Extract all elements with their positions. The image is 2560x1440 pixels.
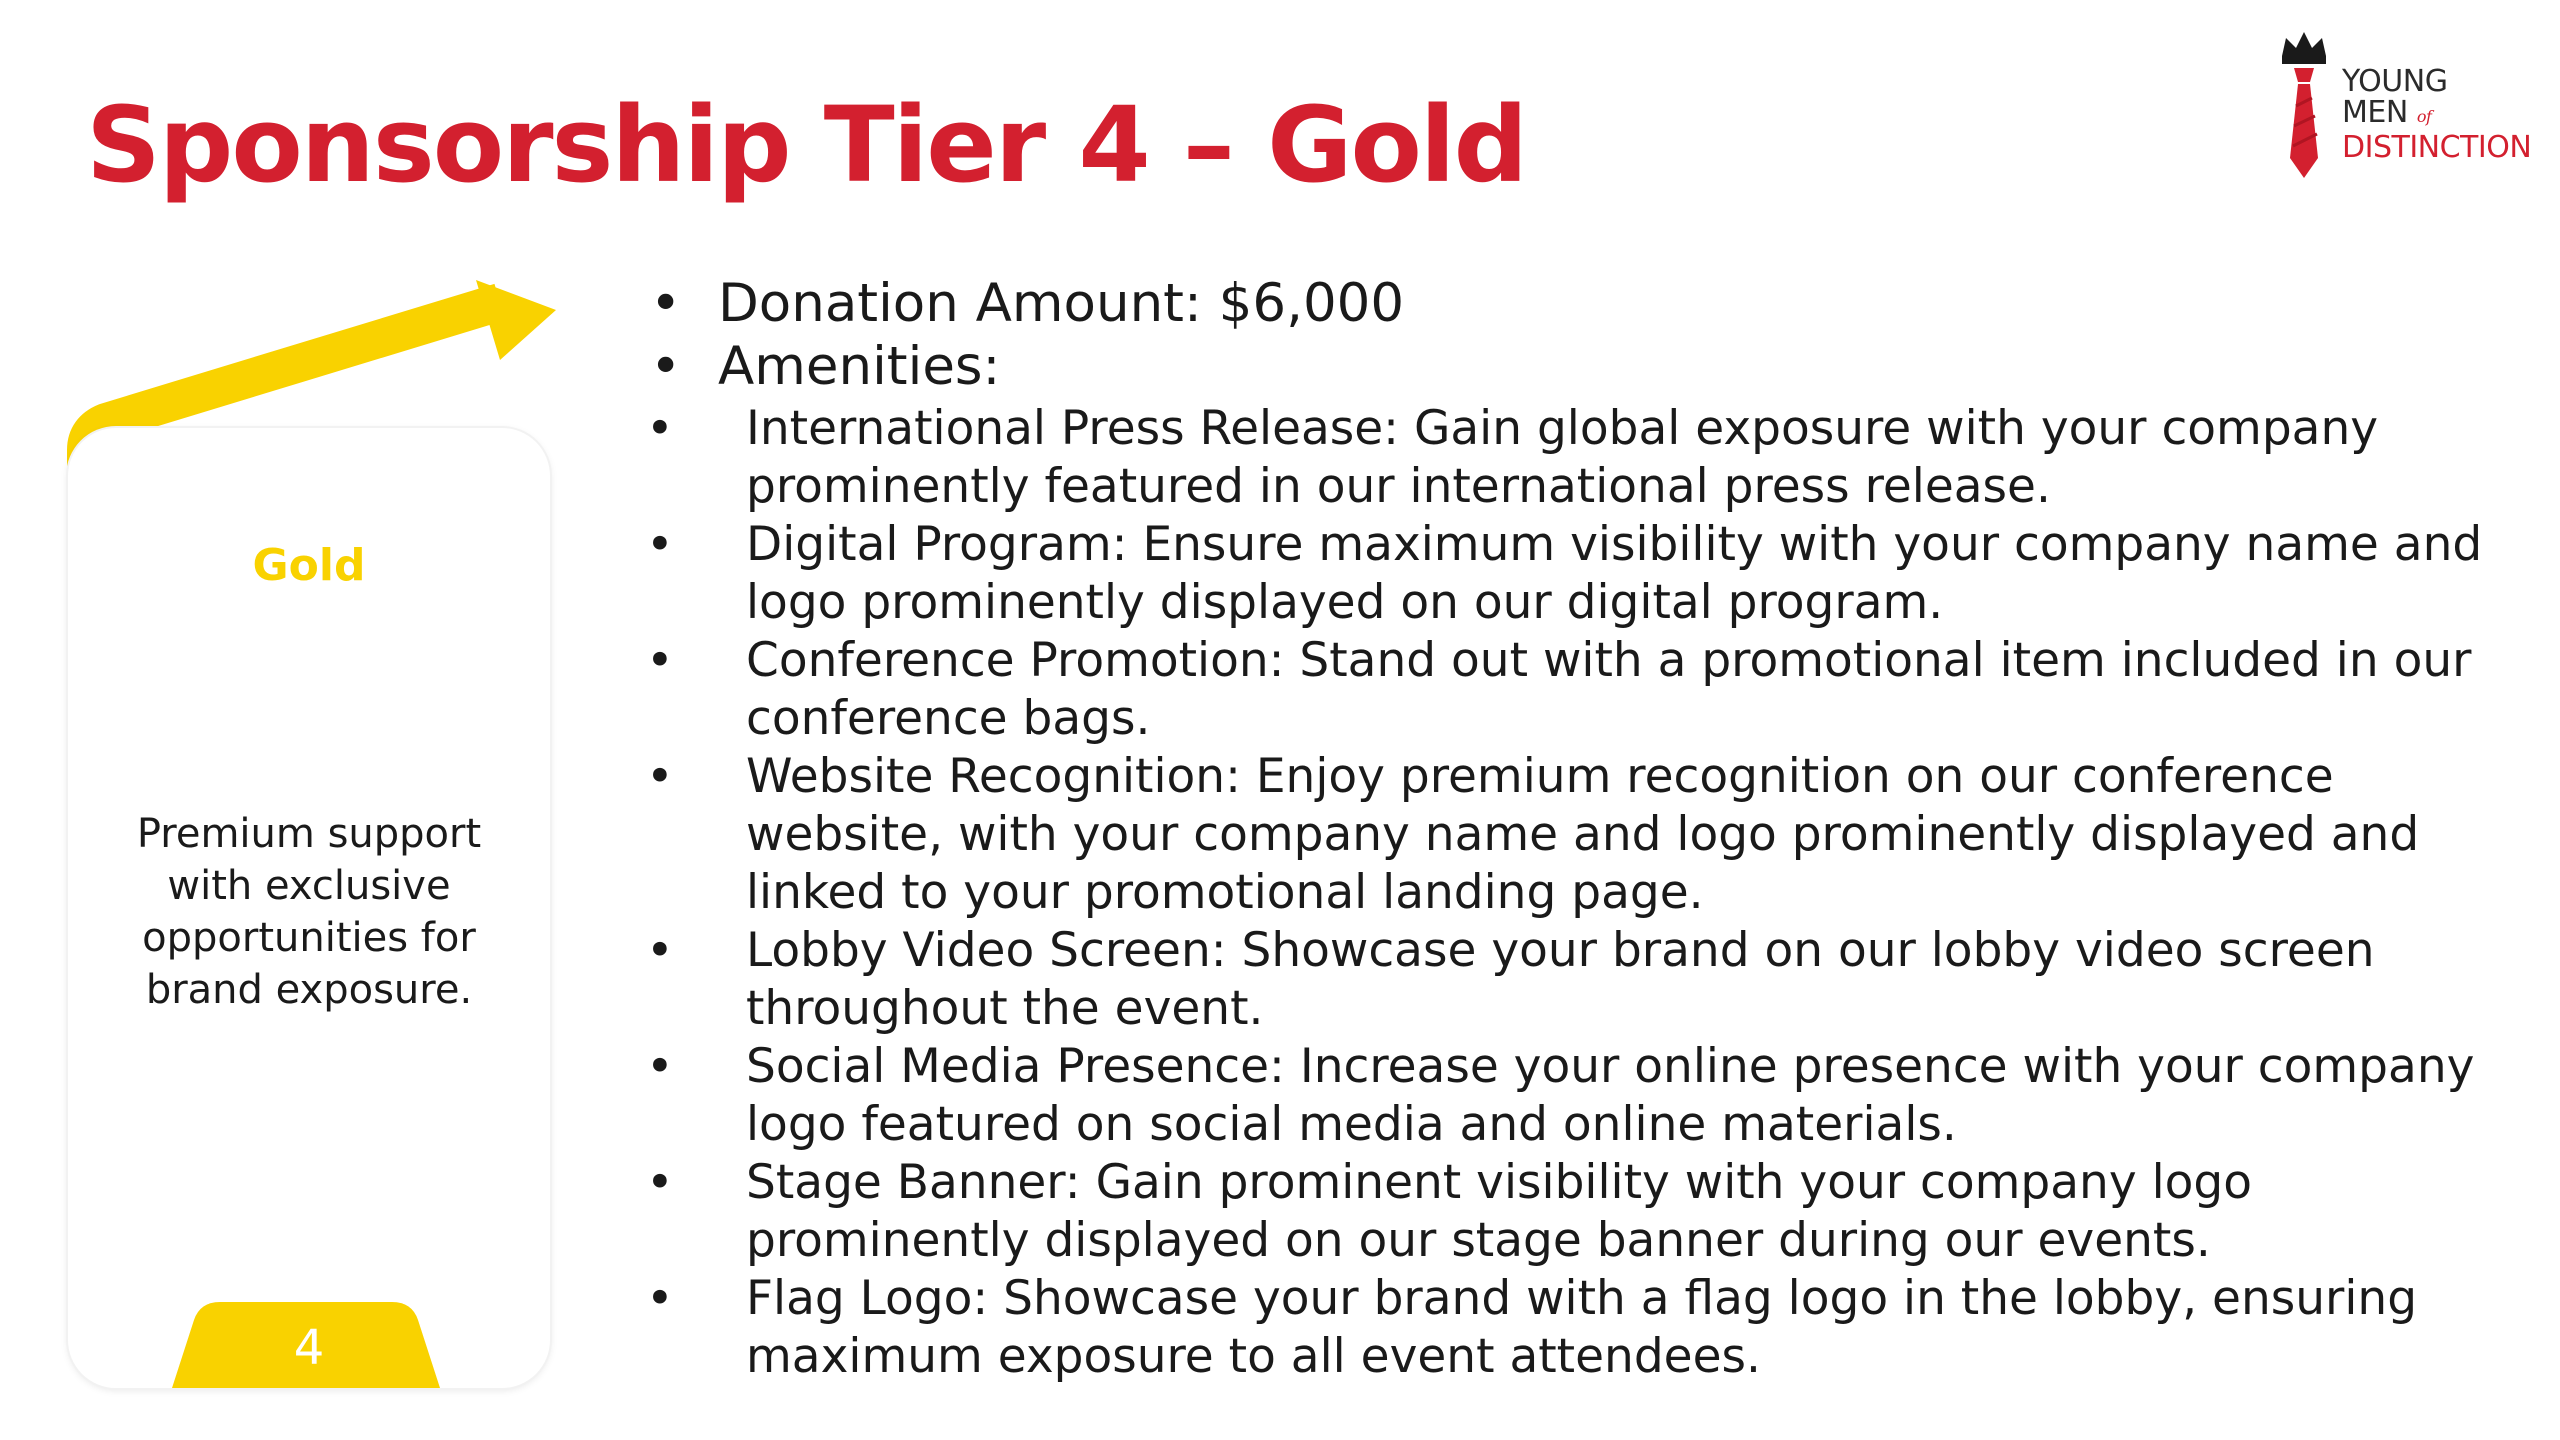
amenity-text: International Press Release: Gain global exposure with your company prominently featured in our international press release. — [746, 401, 2379, 514]
amenity-text: Flag Logo: Showcase your brand with a flag logo in the lobby, ensuring maximum exposure to all event attendees. — [746, 1271, 2418, 1384]
amenity-text: Conference Promotion: Stand out with a promotional item included in our conference bags. — [746, 633, 2472, 746]
amenity-item — [646, 1270, 2536, 1386]
bullet: • — [646, 401, 674, 456]
amenity-item — [646, 632, 2536, 748]
tier-number-badge — [68, 428, 550, 1388]
amenity-text: Digital Program: Ensure maximum visibility with your company name and logo prominently displayed on our digital program. — [746, 517, 2483, 630]
benefits-list — [646, 272, 2530, 1386]
logo-line-young: YOUNG — [2342, 64, 2448, 99]
amenity-text: Website Recognition: Enjoy premium recognition on our conference website, with your company name and logo prominently displayed and linked to your promotional landing page. — [746, 749, 2420, 920]
logo-line-of: of — [2416, 107, 2432, 126]
amenity-text: Social Media Presence: Increase your online presence with your company logo featured on social media and online materials. — [746, 1039, 2475, 1152]
bullet: • — [650, 336, 682, 397]
amenities-list — [646, 400, 2530, 1386]
slide-title: Sponsorship Tier 4 – Gold — [86, 84, 1527, 206]
logo-line-distinction: DISTINCTION — [2342, 130, 2532, 165]
bullet: • — [646, 749, 674, 804]
amenities-label: Amenities: — [718, 336, 1001, 397]
tier-description: Premium support with exclusive opportunities for brand exposure. — [136, 811, 482, 1013]
amenity-item — [646, 748, 2536, 922]
tier-number: 4 — [293, 1320, 325, 1376]
amenity-item — [646, 1154, 2536, 1270]
amenities-item — [650, 335, 2530, 398]
amenity-item — [646, 516, 2536, 632]
donation-item — [650, 272, 2530, 335]
bullet: • — [646, 1155, 674, 1210]
amenity-text: Lobby Video Screen: Showcase your brand on our lobby video screen throughout the event. — [746, 923, 2375, 1036]
amenity-item — [646, 922, 2536, 1038]
amenity-text: Stage Banner: Gain prominent visibility with your company logo prominently displayed on our stage banner during our events. — [746, 1155, 2252, 1268]
crown-tie-icon — [2272, 26, 2352, 186]
bullet: • — [650, 273, 682, 334]
bullet: • — [646, 923, 674, 978]
bullet: • — [646, 517, 674, 572]
tier-card — [68, 428, 550, 1388]
tier-name: Gold — [252, 540, 366, 591]
logo-line-men: MEN of — [2342, 95, 2432, 130]
bullet: • — [646, 1271, 674, 1326]
bullet: • — [646, 633, 674, 688]
bullet: • — [646, 1039, 674, 1094]
young-men-of-distinction-logo — [2272, 26, 2542, 186]
amenity-item — [646, 1038, 2536, 1154]
amenity-item — [646, 400, 2536, 516]
donation-text: Donation Amount: $6,000 — [718, 273, 1405, 334]
